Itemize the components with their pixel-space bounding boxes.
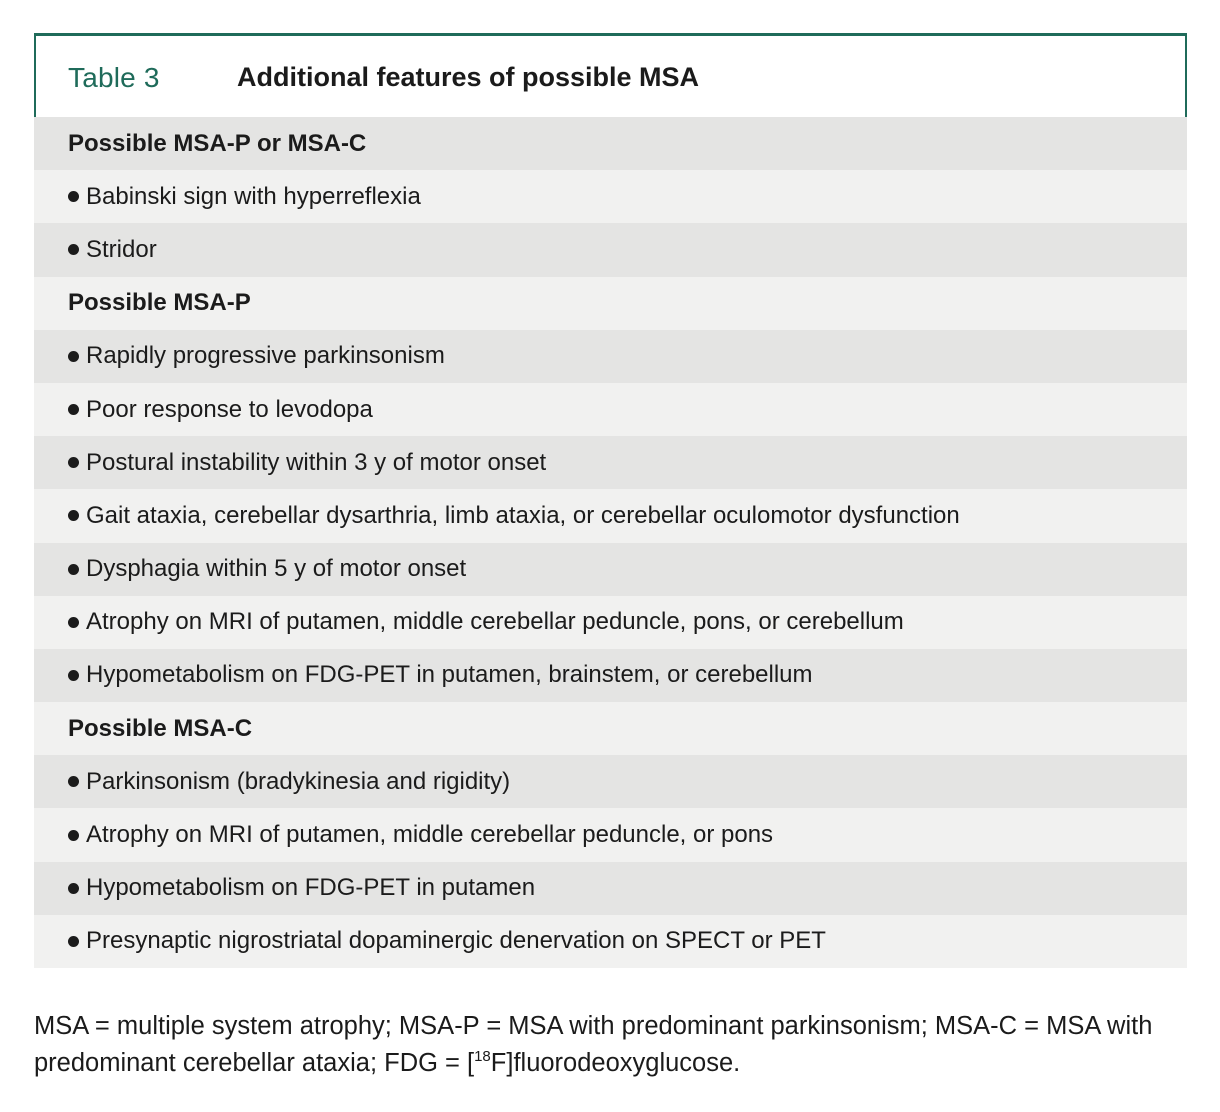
bullet-icon: [68, 670, 79, 681]
footnote-text: MSA = multiple system atrophy; MSA-P = MSA with predominant parkinsonism; MSA-C = MSA with predominant cerebellar ataxia; FDG = [: [34, 1012, 1153, 1077]
section-label: Possible MSA-P or MSA-C: [68, 129, 367, 157]
bullet-icon: [68, 351, 79, 362]
table-row: [34, 862, 1187, 915]
table-row: [34, 755, 1187, 808]
table-title: Additional features of possible MSA: [237, 62, 700, 92]
table-row: [34, 170, 1187, 223]
table-row: [34, 808, 1187, 861]
bullet-icon: [68, 457, 79, 468]
footnote-text-end: F]fluorodeoxyglucose.: [490, 1049, 741, 1077]
bullet-icon: [68, 244, 79, 255]
row-text: Parkinsonism (bradykinesia and rigidity): [86, 767, 511, 795]
row-text: Atrophy on MRI of putamen, middle cerebellar peduncle, pons, or cerebellum: [86, 608, 904, 636]
row-text: Hypometabolism on FDG-PET in putamen: [86, 874, 536, 902]
table-label: Table 3: [68, 62, 160, 93]
bullet-icon: [68, 191, 79, 202]
bullet-icon: [68, 936, 79, 947]
bullet-icon: [68, 883, 79, 894]
bullet-icon: [68, 830, 79, 841]
bullet-icon: [68, 617, 79, 628]
bullet-icon: [68, 510, 79, 521]
row-text: Rapidly progressive parkinsonism: [86, 342, 445, 370]
section-heading: [34, 277, 1187, 330]
table-row: [34, 436, 1187, 489]
table-row: [34, 383, 1187, 436]
table-row: [34, 915, 1187, 968]
table-body: [34, 117, 1187, 968]
table-row: [34, 543, 1187, 596]
section-heading: [34, 702, 1187, 755]
table: [34, 33, 1187, 968]
table-footnote: [34, 1008, 1194, 1082]
table-header: [34, 33, 1187, 117]
row-text: Dysphagia within 5 y of motor onset: [86, 555, 467, 583]
table-row: [34, 330, 1187, 383]
row-text: Hypometabolism on FDG-PET in putamen, brainstem, or cerebellum: [86, 661, 813, 689]
table-row: [34, 649, 1187, 702]
bullet-icon: [68, 564, 79, 575]
row-text: Gait ataxia, cerebellar dysarthria, limb ataxia, or cerebellar oculomotor dysfunction: [86, 501, 960, 529]
bullet-icon: [68, 404, 79, 415]
row-text: Atrophy on MRI of putamen, middle cerebellar peduncle, or pons: [86, 821, 774, 849]
row-text: Postural instability within 3 y of motor onset: [86, 448, 547, 476]
bullet-icon: [68, 776, 79, 787]
section-heading: [34, 117, 1187, 170]
footnote-superscript: 18: [474, 1048, 491, 1065]
row-text: Babinski sign with hyperreflexia: [86, 182, 421, 210]
row-text: Poor response to levodopa: [86, 395, 373, 423]
section-label: Possible MSA-P: [68, 289, 251, 317]
table-row: [34, 596, 1187, 649]
section-label: Possible MSA-C: [68, 714, 253, 742]
table-row: [34, 489, 1187, 542]
table-row: [34, 223, 1187, 276]
row-text: Presynaptic nigrostriatal dopaminergic denervation on SPECT or PET: [86, 927, 826, 955]
row-text: Stridor: [86, 235, 157, 263]
